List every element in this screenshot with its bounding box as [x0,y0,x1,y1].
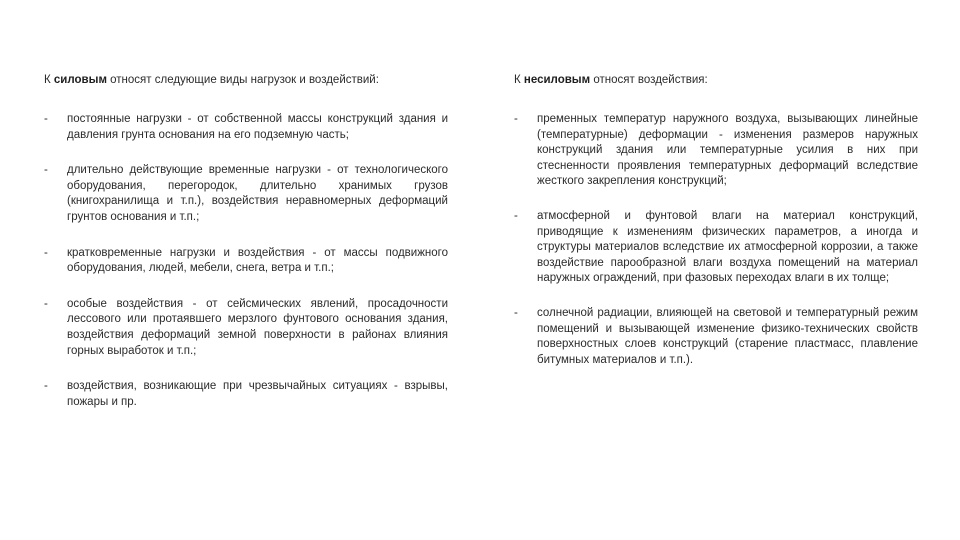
list-item [44,112,448,143]
bullet-dash: - [44,246,48,259]
list-item-text: воздействия, возникающие при чрезвычайных ситуациях - взрывы, пожары и пр. [67,380,448,408]
force-loads-column [44,73,448,430]
nonforce-effects-column [514,73,918,387]
heading-keyword: силовым [53,74,107,86]
list-item-text: особые воздействия - от сейсмических явлений, просадочности лессового или протаявшего мерзлого фунтового основания здания, воздействия деформаций земной поверхности в районах влияния горных выработок и т.п.; [67,297,448,357]
list-item [514,306,918,368]
heading-prefix: К [514,74,524,86]
bullet-dash: - [514,113,518,125]
bullet-dash: - [44,164,48,177]
heading-keyword: несиловым [523,74,591,86]
list-item [44,163,448,225]
bullet-dash: - [514,306,518,319]
bullet-dash: - [44,113,48,125]
force-loads-list [44,112,448,410]
list-item [514,112,918,190]
nonforce-effects-list [514,112,918,368]
list-item [44,297,448,359]
list-item-text: кратковременные нагрузки и воздействия - от массы подвижного оборудования, людей, мебели, снега, ветра и т.п.; [67,246,448,275]
bullet-dash: - [44,380,48,393]
list-item [44,246,448,277]
list-item-text: постоянные нагрузки - от собственной массы конструкций здания и давления грунта основания на его подземную часть; [67,113,448,141]
force-loads-heading [44,73,448,88]
list-item [514,209,918,287]
bullet-dash: - [514,209,518,222]
heading-text: относят следующие виды нагрузок и воздействий: [106,74,379,86]
list-item [44,379,448,410]
heading-prefix: К [44,74,54,86]
list-item-text: длительно действующие временные нагрузки - от технологического оборудования, перегородок, длительно хранимых грузов (книгохранилища и т.п.), воздействия неравномерных деформаций грунтов основания и т.п.; [67,164,448,223]
list-item-text: атмосферной и фунтовой влаги на материал конструкций, приводящие к изменениям физических параметров, а иногда и структуры материалов вследствие их атмосферной коррозии, а также воздействие парообразной влаги воздуха помещений на материал наружных ограждений, при фазовых переходах влаги в их толще; [537,209,918,285]
list-item-text: пременных температур наружного воздуха, вызывающих линейные (температурные) деформации - изменения размеров наружных конструкций здания или температурные усилия в них при стесненности проявления температурных деформаций вследствие жесткого закрепления конструкций; [537,113,918,188]
heading-text: относят воздействия: [590,74,708,86]
list-item-text: солнечной радиации, влияющей на световой и температурный режим помещений и вызывающей изменение физико-технических свойств поверхностных слоев конструкций (старение пластмасс, плавление битумных материалов и т.п.). [537,306,918,366]
nonforce-effects-heading [514,73,918,88]
bullet-dash: - [44,297,48,310]
